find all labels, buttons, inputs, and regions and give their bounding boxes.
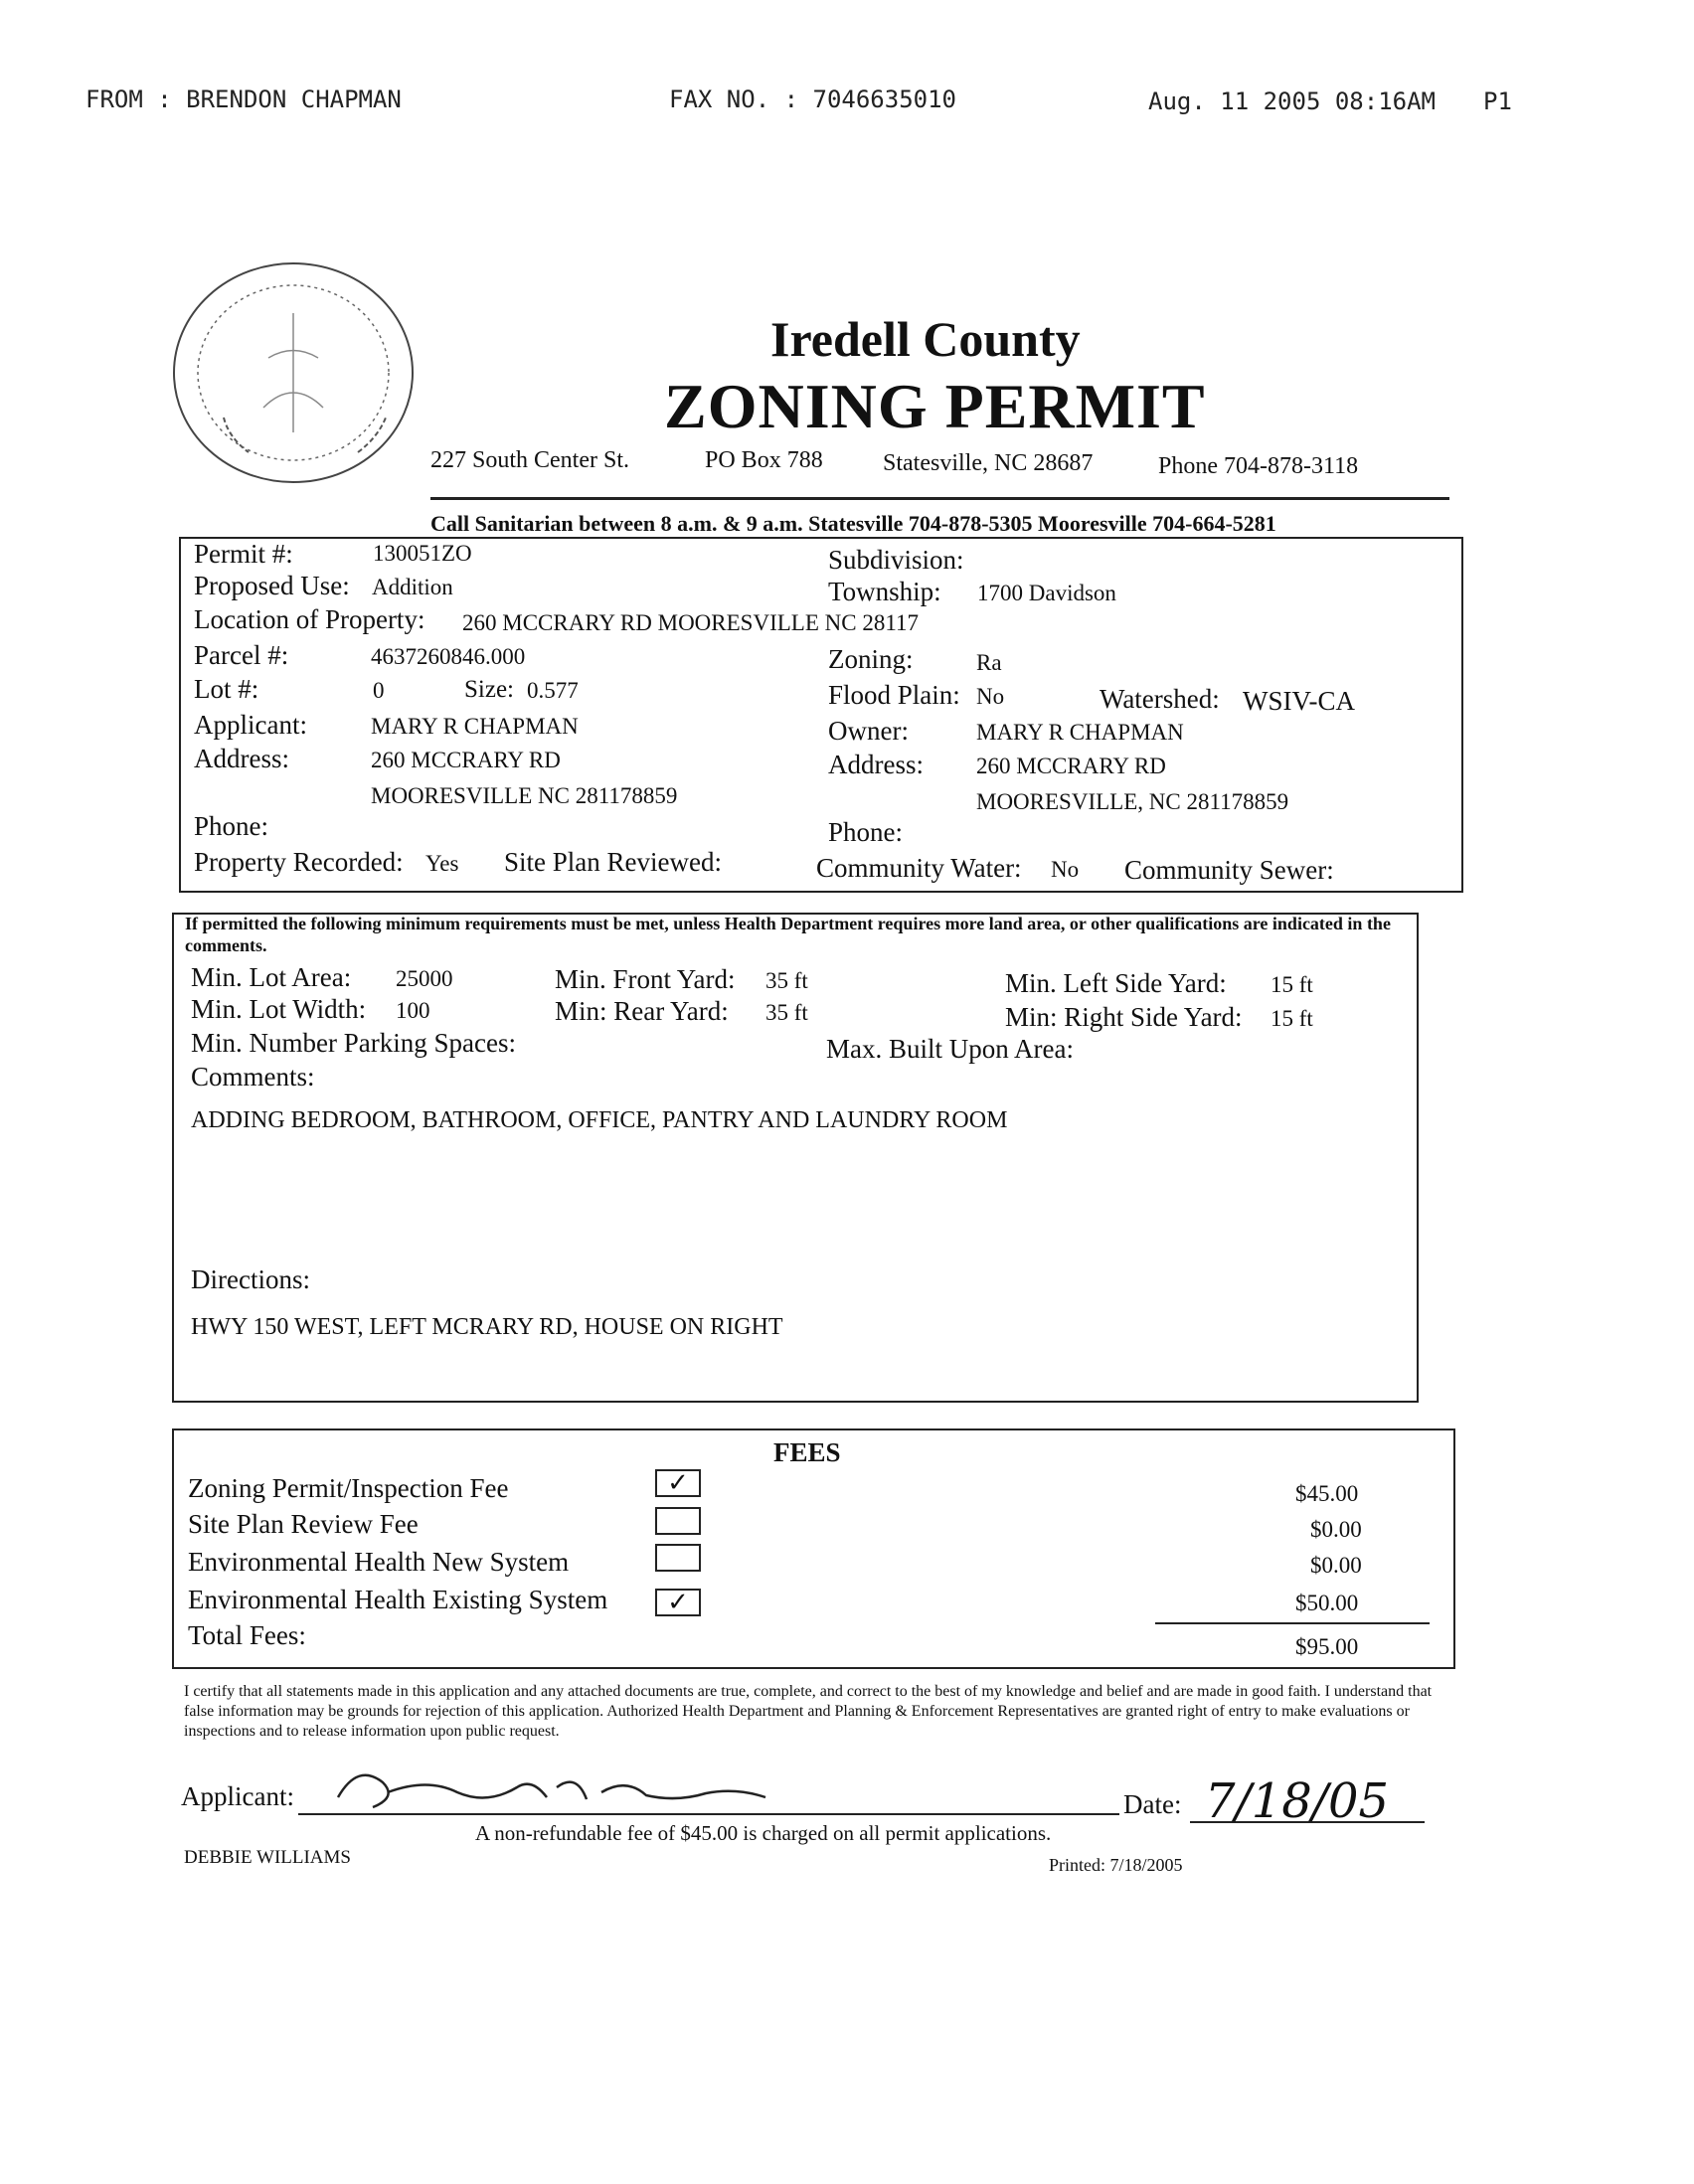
office-po-box: PO Box 788 — [705, 447, 823, 473]
fee-checkbox-env-new[interactable] — [655, 1544, 701, 1572]
office-address: 227 South Center St. — [430, 447, 630, 473]
min-lot-area-value: 25000 — [396, 966, 453, 991]
fee-amount-zoning: $45.00 — [1295, 1481, 1359, 1506]
total-fees-value: $95.00 — [1295, 1634, 1359, 1659]
fax-number: FAX NO. : 7046635010 — [669, 85, 956, 113]
parking-spaces-label: Min. Number Parking Spaces: — [191, 1028, 516, 1058]
min-right-side-yard-value: 15 ft — [1270, 1006, 1313, 1031]
total-fees-label: Total Fees: — [188, 1620, 306, 1650]
sanitarian-note: Call Sanitarian between 8 a.m. & 9 a.m. Statesville 704-878-5305 Mooresville 704-664-5281 — [430, 511, 1276, 536]
min-lot-width-label: Min. Lot Width: — [191, 994, 367, 1024]
community-water-value: No — [1051, 857, 1080, 882]
community-sewer-label: Community Sewer: — [1124, 855, 1334, 885]
min-left-side-yard-label: Min. Left Side Yard: — [1005, 968, 1227, 998]
owner-phone-label: Phone: — [828, 817, 904, 847]
min-rear-yard-value: 35 ft — [765, 1000, 808, 1025]
parcel-value: 4637260846.000 — [371, 644, 526, 669]
property-recorded-label: Property Recorded: — [194, 847, 404, 877]
fee-amount-env-existing: $50.00 — [1295, 1591, 1359, 1615]
fax-from: FROM : BRENDON CHAPMAN — [85, 85, 402, 113]
requirements-intro: If permitted the following minimum requirements must be met, unless Health Department requires more land area, or other qualifications are indicated in the comments. — [185, 914, 1391, 955]
proposed-use-label: Proposed Use: — [194, 571, 350, 600]
flood-plain-value: No — [976, 684, 1005, 709]
subdivision-label: Subdivision: — [828, 545, 964, 575]
owner-address-line2: MOORESVILLE, NC 281178859 — [976, 789, 1289, 814]
applicant-address-line2: MOORESVILLE NC 281178859 — [371, 783, 678, 808]
page-title: ZONING PERMIT — [664, 371, 1206, 441]
size-label: Size: — [464, 676, 514, 703]
fee-note: A non-refundable fee of $45.00 is charged on all permit applications. — [475, 1821, 1052, 1845]
watershed-value: WSIV-CA — [1243, 686, 1356, 716]
owner-label: Owner: — [828, 716, 909, 746]
fees-title: FEES — [773, 1437, 841, 1467]
fee-total-rule — [1155, 1622, 1430, 1624]
directions-value: HWY 150 WEST, LEFT MCRARY RD, HOUSE ON RIGHT — [191, 1314, 783, 1340]
min-left-side-yard-value: 15 ft — [1270, 972, 1313, 997]
size-value: 0.577 — [527, 678, 579, 703]
fee-checkbox-env-existing[interactable]: ✓ — [655, 1589, 701, 1616]
owner-address-line1: 260 MCCRARY RD — [976, 754, 1166, 778]
owner-address-label: Address: — [828, 750, 924, 779]
township-label: Township: — [828, 577, 941, 606]
fee-label-zoning: Zoning Permit/Inspection Fee — [188, 1473, 509, 1503]
location-value: 260 MCCRARY RD MOORESVILLE NC 28117 — [462, 610, 919, 635]
comments-value: ADDING BEDROOM, BATHROOM, OFFICE, PANTRY AND LAUNDRY ROOM — [191, 1107, 1008, 1133]
fee-label-site-plan: Site Plan Review Fee — [188, 1509, 419, 1539]
permit-number-value: 130051ZO — [373, 541, 472, 566]
applicant-signature-label: Applicant: — [181, 1781, 294, 1811]
property-recorded-value: Yes — [425, 851, 459, 876]
watershed-label: Watershed: — [1100, 684, 1220, 714]
min-lot-width-value: 100 — [396, 998, 430, 1023]
office-phone: Phone 704-878-3118 — [1158, 453, 1359, 479]
parcel-label: Parcel #: — [194, 640, 289, 670]
applicant-value: MARY R CHAPMAN — [371, 714, 579, 739]
min-rear-yard-label: Min: Rear Yard: — [555, 996, 729, 1026]
date-label: Date: — [1123, 1789, 1182, 1819]
permit-number-label: Permit #: — [194, 539, 293, 569]
county-name: Iredell County — [770, 311, 1081, 367]
flood-plain-label: Flood Plain: — [828, 680, 960, 710]
lot-value: 0 — [373, 678, 385, 703]
directions-label: Directions: — [191, 1264, 310, 1294]
location-label: Location of Property: — [194, 604, 425, 634]
applicant-label: Applicant: — [194, 710, 307, 740]
applicant-address-line1: 260 MCCRARY RD — [371, 748, 561, 772]
township-value: 1700 Davidson — [977, 581, 1116, 605]
clerk-name: DEBBIE WILLIAMS — [184, 1847, 351, 1868]
fee-amount-site-plan: $0.00 — [1310, 1517, 1362, 1542]
comments-label: Comments: — [191, 1062, 315, 1092]
fee-amount-env-new: $0.00 — [1310, 1553, 1362, 1578]
fee-label-env-existing: Environmental Health Existing System — [188, 1585, 608, 1614]
min-right-side-yard-label: Min: Right Side Yard: — [1005, 1002, 1243, 1032]
printed-date: Printed: 7/18/2005 — [1049, 1855, 1183, 1875]
min-front-yard-label: Min. Front Yard: — [555, 964, 736, 994]
fee-label-env-new: Environmental Health New System — [188, 1547, 570, 1577]
lot-label: Lot #: — [194, 674, 259, 704]
fee-checkbox-zoning[interactable]: ✓ — [655, 1469, 701, 1497]
handwritten-signature-icon — [328, 1758, 795, 1817]
certification-text: I certify that all statements made in this application and any attached documents are true, complete, and correct to the best of my knowledge and belief and are made in good faith. I understand that false information may be grounds for rejection of this application. Authorized Health Department and Planning & Enforcement Representatives are granted right of entry to make evaluations or inspections and to release information upon public request. — [184, 1683, 1433, 1740]
min-front-yard-value: 35 ft — [765, 968, 808, 993]
office-city: Statesville, NC 28687 — [883, 450, 1094, 476]
county-seal-icon — [169, 258, 418, 487]
min-lot-area-label: Min. Lot Area: — [191, 962, 352, 992]
community-water-label: Community Water: — [816, 853, 1022, 883]
zoning-label: Zoning: — [828, 644, 914, 674]
zoning-value: Ra — [976, 650, 1002, 675]
max-built-area-label: Max. Built Upon Area: — [826, 1034, 1074, 1064]
fax-page: P1 — [1483, 87, 1512, 115]
fax-datetime: Aug. 11 2005 08:16AM — [1148, 87, 1436, 115]
date-value: 7/18/05 — [1205, 1773, 1390, 1829]
fee-checkbox-site-plan[interactable] — [655, 1507, 701, 1535]
applicant-phone-label: Phone: — [194, 811, 269, 841]
applicant-address-label: Address: — [194, 744, 289, 773]
proposed-use-value: Addition — [372, 575, 453, 599]
owner-value: MARY R CHAPMAN — [976, 720, 1184, 745]
header-rule — [430, 497, 1449, 500]
site-plan-reviewed-label: Site Plan Reviewed: — [504, 847, 722, 877]
